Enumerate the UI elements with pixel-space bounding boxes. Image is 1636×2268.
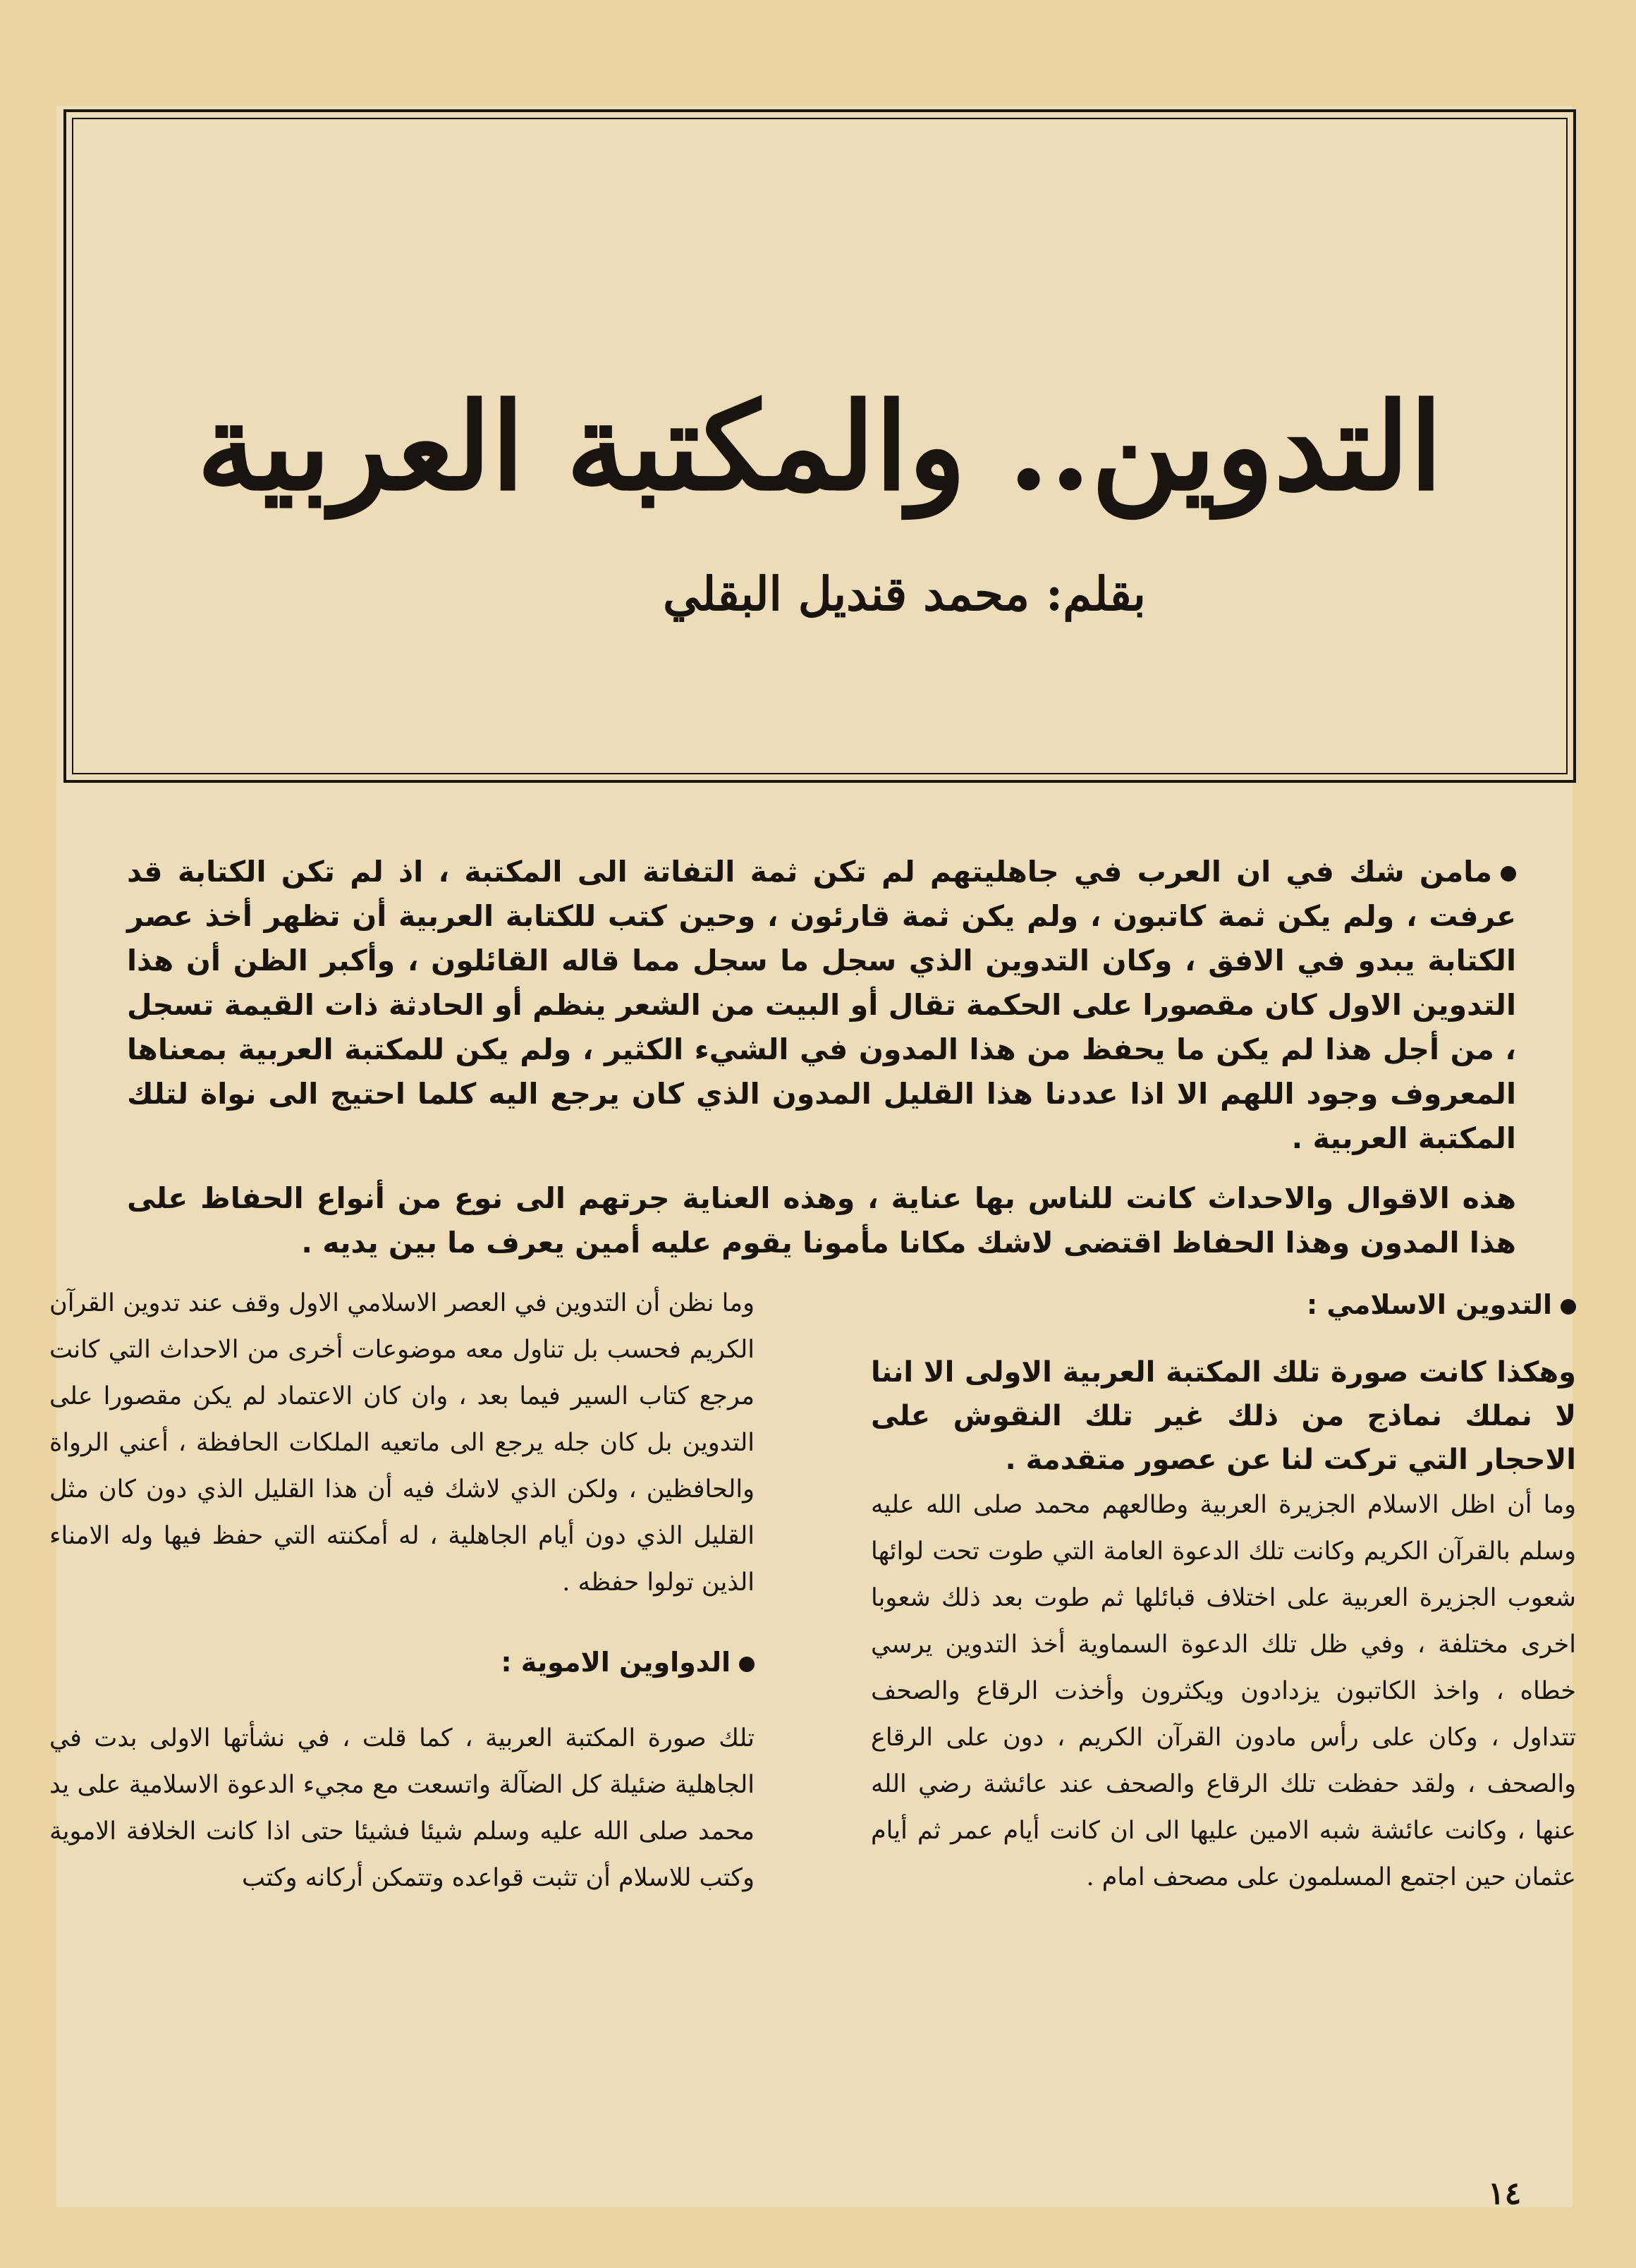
- left-column-paragraph-2: تلك صورة المكتبة العربية ، كما قلت ، في نشأتها الاولى بدت في الجاهلية ضئيلة كل الضآلة واتسعت مع مجيء الدعوة الاسلامية على يد محمد صلى الله عليه وسلم شيئا فشيئا حتى اذا كانت الخلافة الاموية وكتب للاسلام أن تثبت قواعده وتتمكن أركانه وكتب: [49, 1724, 755, 1892]
- article-byline: بقلم: محمد قنديل البقلي: [663, 566, 1146, 621]
- bullet-icon: [1501, 866, 1516, 882]
- right-column-body: وما أن اظل الاسلام الجزيرة العربية وطالعهم محمد صلى الله عليه وسلم بالقرآن الكريم وكانت تلك الدعوة العامة التي طوت تحت لوائها شعوب الجزيرة العربية على اختلاف قبائلها ثم طوت بعد ذلك شعوبا اخرى مختلفة ، وفي ظل تلك الدعوة السماوية أخذ التدوين يرسي خطاه ، واخذ الكاتبون يزدادون ويكثرون وأخذت الرقاع والصحف تتداول ، وكان على رأس مادون القرآن الكريم ، دون على الرقاع والصحف ، ولقد حفظت تلك الرقاع والصحف عند عائشة رضي الله عنها ، وكانت عائشة شبه الامين عليها الى ان كانت أيام عمر ثم أيام عثمان حين اجتمع المسلمون على مصحف امام .: [871, 1491, 1576, 1891]
- section-heading-text: التدوين الاسلامي :: [1306, 1289, 1552, 1320]
- left-column-paragraph-1: وما نظن أن التدوين في العصر الاسلامي الاول وقف عند تدوين القرآن الكريم فحسب بل تناول معه موضوعات أخرى من الاحداث التي كانت مرجع كتاب السير فيما بعد ، وان كان الاعتماد لم يكن مقصورا على التدوين بل كان جله يرجع الى ماتعيه الملكات الحافظة ، أعني الرواة والحافظين ، ولكن الذي لاشك فيه أن هذا القليل الذي دون كان مثل القليل الذي دون أيام الجاهلية ، له أمكنته التي حفظ فيها وله الامناء الذين تولوا حفظه .: [49, 1289, 755, 1597]
- bullet-icon: [739, 1657, 755, 1672]
- right-column: [871, 1280, 1576, 1901]
- section-heading-text: الدواوين الاموية :: [501, 1647, 731, 1678]
- section-heading-umayyad-diwans: [49, 1638, 755, 1687]
- page-number: ١٤: [1488, 2176, 1522, 2212]
- bullet-icon: [1561, 1299, 1576, 1315]
- intro-section: [127, 850, 1516, 1281]
- article-title: التدوين.. والمكتبة العربية: [197, 377, 1443, 518]
- intro-paragraph-1: [127, 850, 1516, 1161]
- title-frame: [63, 109, 1576, 783]
- intro-paragraph-1-text: مامن شك في ان العرب في جاهليتهم لم تكن ثمة التفاتة الى المكتبة ، اذ لم تكن الكتابة قد عرفت ، ولم يكن ثمة كاتبون ، ولم يكن ثمة قارئون ، وحين كتب للكتابة العربية أن تظهر أخذ عصر الكتابة يبدو في الافق ، وكان التدوين الذي سجل ما سجل مما قاله القائلون ، وأكبر الظن أن هذا التدوين الاول كان مقصورا على الحكمة تقال أو البيت من الشعر ينظم أو الحادثة ذات القيمة تسجل ، من أجل هذا لم يكن ما يحفظ من هذا المدون في الشيء الكثير ، ولم يكن للمكتبة العربية بمعناها المعروف وجود اللهم الا اذا عددنا هذا القليل المدون الذي كان يرجع اليه كلما احتيج الى نواة لتلك المكتبة العربية .: [127, 855, 1516, 1155]
- left-column: [49, 1280, 755, 1901]
- section-heading-islamic-codification: [871, 1280, 1576, 1329]
- intro-paragraph-2: هذه الاقوال والاحداث كانت للناس بها عناية ، وهذه العناية جرتهم الى نوع من أنواع الحفاظ على هذا المدون وهذا الحفاظ اقتضى لاشك مكانا مأمونا يقوم عليه أمين يعرف ما بين يديه .: [127, 1181, 1516, 1260]
- right-column-lead: وهكذا كانت صورة تلك المكتبة العربية الاولى الا اننا لا نملك نماذج من ذلك غير تلك النقوش على الاحجار التي تركت لنا عن عصور متقدمة .: [871, 1356, 1576, 1476]
